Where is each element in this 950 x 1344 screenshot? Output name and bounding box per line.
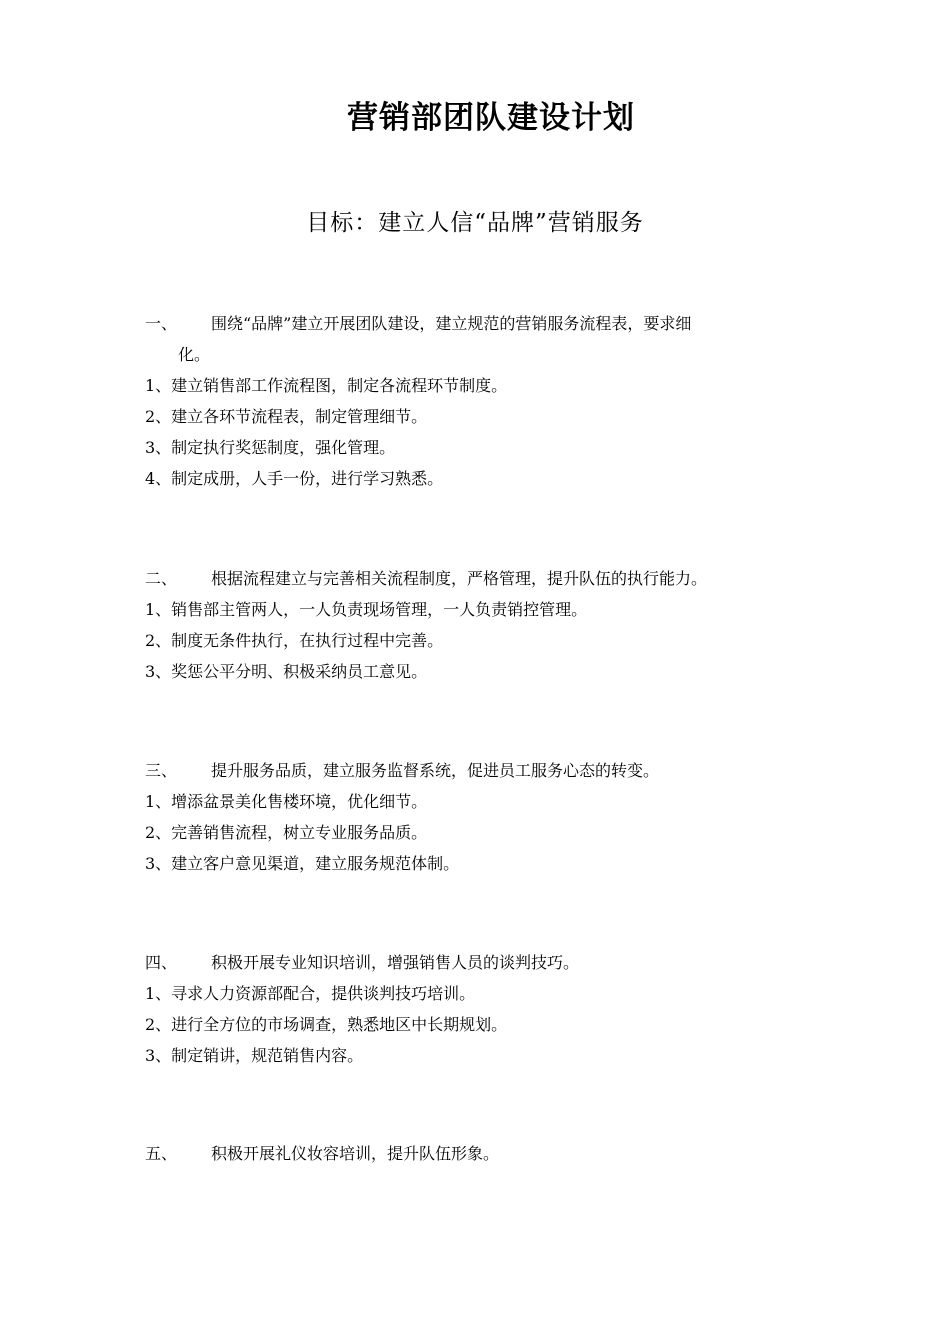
list-item: 2、建立各环节流程表，制定管理细节。 [145, 407, 428, 426]
section-number: 四、 [145, 953, 178, 972]
list-item: 3、制定销讲，规范销售内容。 [145, 1046, 364, 1065]
section-heading-text: 根据流程建立与完善相关流程制度，严格管理，提升队伍的执行能力。 [211, 569, 708, 588]
section-4 [145, 947, 825, 1071]
section-3 [145, 755, 825, 879]
section-2 [145, 563, 825, 687]
section-heading-text: 围绕“品牌”建立开展团队建设，建立规范的营销服务流程表，要求细 [211, 314, 692, 333]
section-heading [145, 1138, 825, 1169]
section-heading [145, 308, 825, 339]
section-number: 二、 [145, 569, 178, 588]
document-subtitle: 目标：建立人信“品牌”营销服务 [306, 210, 644, 236]
list-item: 3、奖惩公平分明、积极采纳员工意见。 [145, 662, 428, 681]
section-number: 一、 [145, 314, 178, 333]
list-item: 2、制度无条件执行，在执行过程中完善。 [145, 631, 444, 650]
section-heading-continuation: 化。 [178, 345, 211, 364]
section-heading [145, 755, 825, 786]
section-1 [145, 308, 825, 494]
section-5 [145, 1138, 825, 1169]
list-item: 3、建立客户意见渠道，建立服务规范体制。 [145, 854, 460, 873]
list-item: 1、销售部主管两人，一人负责现场管理，一人负责销控管理。 [145, 600, 588, 619]
section-heading [145, 947, 825, 978]
list-item: 1、增添盆景美化售楼环境，优化细节。 [145, 792, 428, 811]
list-item: 1、寻求人力资源部配合，提供谈判技巧培训。 [145, 984, 476, 1003]
list-item: 1、建立销售部工作流程图，制定各流程环节制度。 [145, 376, 508, 395]
list-item: 2、进行全方位的市场调查，熟悉地区中长期规划。 [145, 1015, 508, 1034]
section-number: 五、 [145, 1144, 178, 1163]
list-item: 3、制定执行奖惩制度，强化管理。 [145, 438, 396, 457]
section-heading-text: 积极开展礼仪妆容培训，提升队伍形象。 [211, 1144, 500, 1163]
section-heading [145, 563, 825, 594]
section-heading-text: 积极开展专业知识培训，增强销售人员的谈判技巧。 [211, 953, 580, 972]
list-item: 2、完善销售流程，树立专业服务品质。 [145, 823, 428, 842]
document-title: 营销部团队建设计划 [347, 100, 635, 136]
section-number: 三、 [145, 761, 178, 780]
list-item: 4、制定成册，人手一份，进行学习熟悉。 [145, 469, 444, 488]
section-heading-text: 提升服务品质，建立服务监督系统，促进员工服务心态的转变。 [211, 761, 660, 780]
